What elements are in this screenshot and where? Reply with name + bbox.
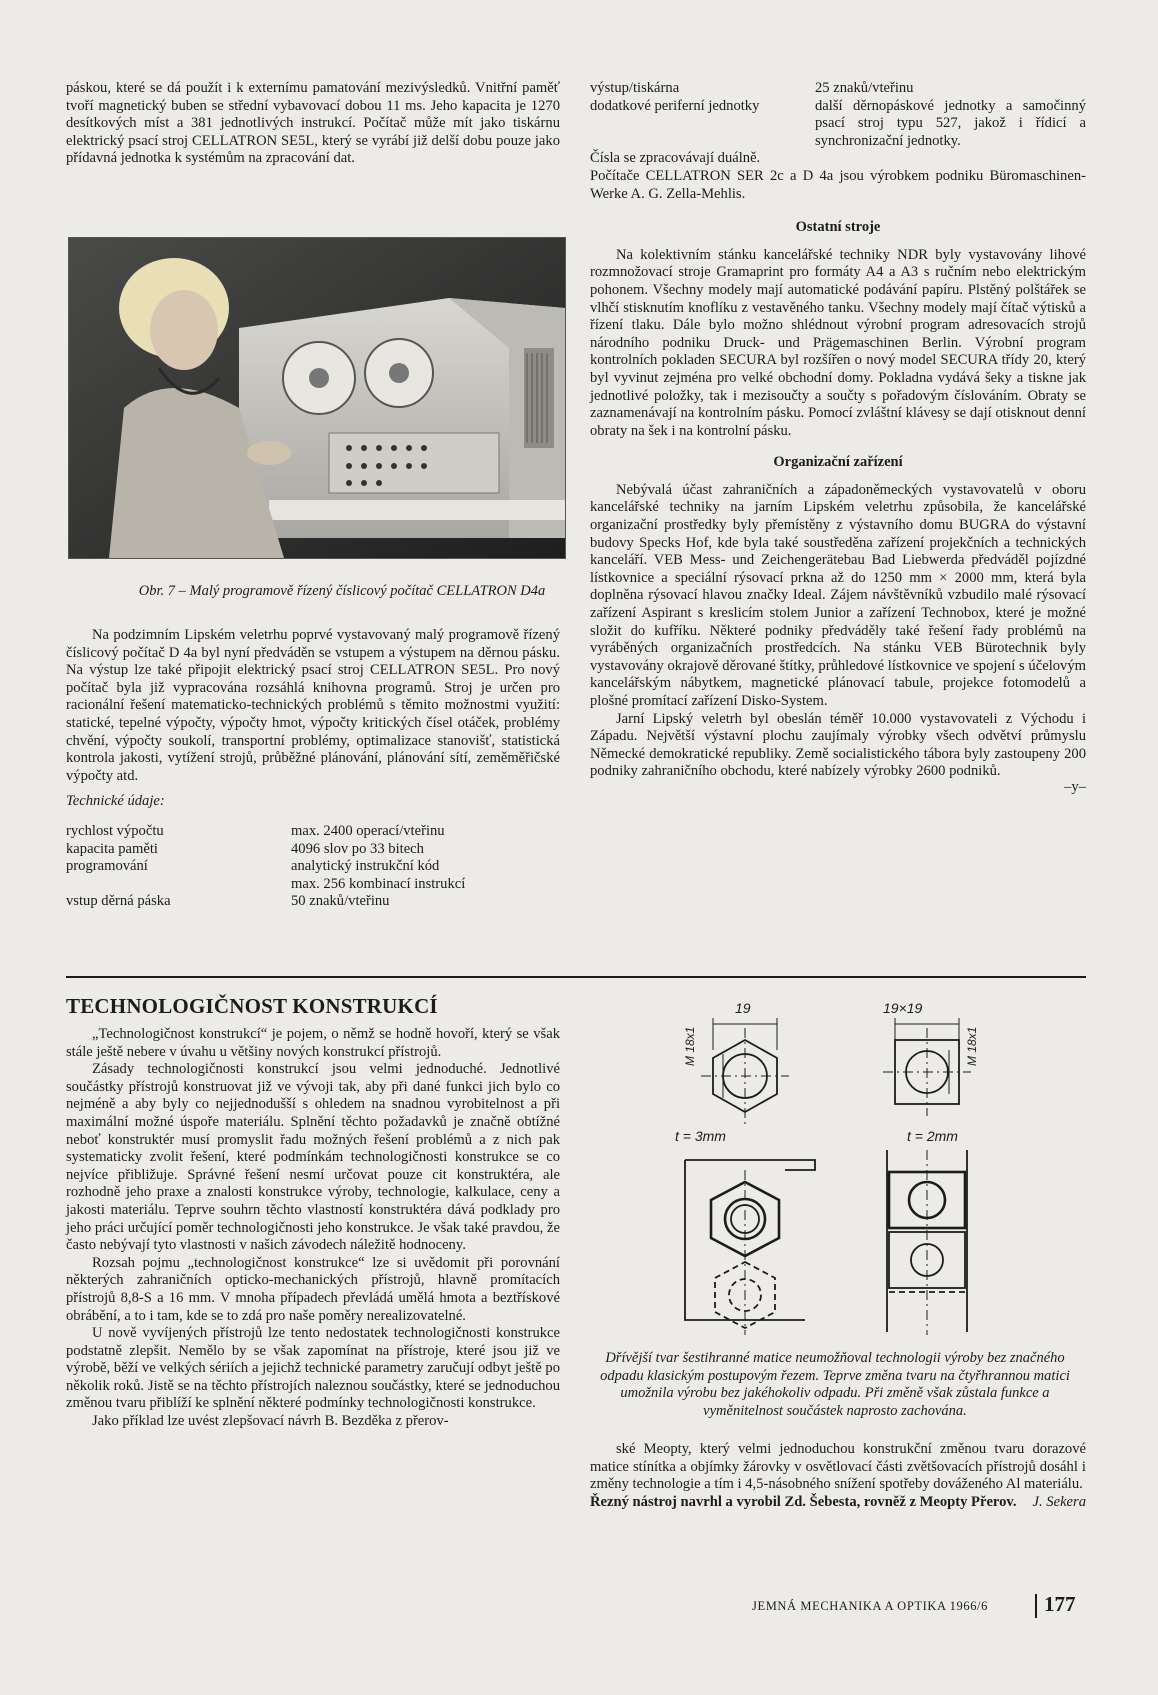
spec-row: výstup/tiskárna 25 znaků/vteřinu	[590, 80, 914, 96]
nut-diagram	[665, 1000, 1085, 1340]
spec-row: max. 256 kombinací instrukcí	[291, 875, 466, 892]
square-width-label: 19×19	[883, 1000, 923, 1016]
paragraph: Počítače CELLATRON SER 2c a D 4a jsou výrobkem podniku Büromaschinen-Werke A. G. Zella-Mehlis.	[590, 167, 1086, 202]
paragraph: U nově vyvíjených přístrojů lze tento nedostatek technologičnosti konstrukce podstatně zlepšit. Nemělo by se však zapomínat na přístroje, které jsou již ve výrobě, běží ve velkých sériích a jejichž technické parametry zaručují odbyt ještě po několik roků. Jistě se na těchto přístrojích naleznou součástky, které se jednoduchou změnou tvaru přiblíží ke splnění některé podmínky technologičnosti konstrukce.	[66, 1325, 560, 1412]
paragraph: páskou, které se dá použít i k externímu pamatování mezivýsledků. Vnitřní paměť tvoří magnetický buben se střední vybavovací dobou 11 ms. Jeho kapacita je 1270 desítkových míst a 381 jednotlivých instrukcí. Počítač může mít jako tiskárnu elektrický psací stroj CELLATRON SE5L, který se vyrábí již delší dobu pouze jako přídavná jednotka k systémům na zpracování dat.	[66, 80, 560, 167]
spec-row: dodatkové periferní jednotky další děrnopáskové jednotky a samočinný psací stroj typu 527, jakož i řídicí a synchronizační jednotky.	[590, 97, 1086, 149]
article2-right-column	[590, 1441, 1086, 1511]
paragraph: Nebývalá účast zahraničních a západoněmeckých vystavovatelů v oboru kancelářské techniky na jarním Lipském veletrhu způsobila, že kancelářské organizační prostředky byly přemístěny z výstavního domu BUGRA do výstavní budovy Specks Hof, kde byla také soustředěna zařízení projekčních a technických kanceláří. VEB Mess- und Zeichengerätebau Bad Liebwerda předváděl pojízdné lístkovnice a speciální rýsovací prkna až do 1250 mm × 2000 mm, která byla doplněna rýsovací hlavou značky Ideal. Zájem návštěvníků vzbudilo malé rýsovací zařízení Aspirant s kreslicím stolem Junior a zařízení Technobox, které je možné složit do kufříku. Některé podniky předváděly také řešení řady problémů na vyráběných organizačních prostředcích. Na stánku VEB Bürotechnik byly vystavovány okrajově děrované štítky, průhledové lístkovnice ve spojení s účelovým kancelářským nábytkem, magnetické plánovací tabule, projekce fotomodelů a plošné promítací zařízení Disko-System.	[590, 481, 1086, 709]
paragraph: Zásady technologičnosti konstrukcí jsou velmi jednoduché. Jednotlivé součástky přístrojů konstruovat již ve vývoji tak, aby při dané funkci jich bylo co nejméně a aby byly co nejjednodušší s ohledem na snadnou vyrobitelnost a při maximální možné úspoře materiálu. Splnění těchto požadavků je značně obtížné neboť konstruktér musí promyslit řadu možných řešení problémů a z nich pak systematicky zvolit řešení, které podmínkám technologičnosti konstrukce se co nejvíce přibližuje. Správné řešení nesmí určovat pouze cit konstruktéra, ale rozhodně jeho praxe a znalosti konstrukce výroby, technologie, kalkulace, ceny a jakosti materiálu. Teprve souhrn těchto vlastností konstruktéra dává podklady pro jeho práci určující poměr technologičnosti jeho konstrukce. Je však také pravdou, že často nebývají tyto vlastnosti v našich závodech náležitě hodnoceny.	[66, 1061, 560, 1254]
right-column	[590, 80, 1086, 797]
hex-thread-label: M 18x1	[683, 1026, 697, 1066]
spec-row: programování analytický instrukční kód	[66, 858, 440, 875]
figure-7-caption: Obr. 7 – Malý programově řízený číslicový počítač CELLATRON D4a	[138, 583, 546, 599]
section-heading: Ostatní stroje	[795, 219, 881, 236]
square-thread-label: M 18x1	[965, 1026, 979, 1066]
hex-vs-square-nut-drawing	[665, 1000, 1085, 1340]
article-title: TECHNOLOGIČNOST KONSTRUKCÍ	[66, 994, 438, 1018]
journal-footer: JEMNÁ MECHANIKA A OPTIKA 1966/6	[752, 1599, 988, 1613]
paragraph: „Technologičnost konstrukcí“ je pojem, o němž se hodně hovoří, který se však stále ještě nebere v úvahu u většiny nových konstrukcí přístrojů.	[66, 1026, 560, 1060]
spec-row: rychlost výpočtu max. 2400 operací/vteřinu	[66, 822, 445, 839]
spec-table	[66, 823, 560, 911]
paragraph: Čísla se zpracovávají duálně.	[590, 150, 761, 167]
article2-left-column	[66, 1026, 560, 1431]
hex-width-label: 19	[735, 1000, 751, 1016]
paragraph: Na podzimním Lipském veletrhu poprvé vystavovaný malý programově řízený číslicový počítač D 4a byl nyní předváděn se vstupem a výstupem na děrnou pásku. Na výstup lze také připojit elektrický psací stroj CELLATRON SE5L. Pro nový počítač byla již vypracována rozsáhlá knihovna programů. Stroj je určen pro racionální řešení matematicko-technických problémů s těmito možnostmi využití: statické, tepelné výpočty, výpočty hmot, výpočty kritických čísel otáček, problémy chvění, výpočty soukolí, transportní problémy, optimalizace stanovišť, statistická kontrola jakosti, vytížení strojů, průběžné plánování, plánování sítí, zeměměřičské výpočty atd.	[66, 627, 560, 784]
paragraph: Rozsah pojmu „technologičnost konstrukce“ lze si uvědomit při porovnání některých zahraničních opticko-mechanických přístrojů, hlavně promítacích přístrojů 8,8-S a 16 mm. V mnoha případech převládá umělá hmota a beztřískové obrábění, a to i tam, kde se to zdá pro naše poměry nerealizovatelné.	[66, 1254, 560, 1324]
square-thickness-label: t = 2mm	[907, 1128, 958, 1144]
paragraph: Jarní Lipský veletrh byl obeslán téměř 10.000 vystavovateli z Východu i Západu. Největší výstavní plochu zaujímaly výrobky všech odvětví průmyslu Německé demokratické republiky. Země socialistického tábora byly zastoupeny 200 podniky zahraničního obchodu, které nabízely výrobky 2600 podniků.	[590, 710, 1086, 780]
author-sign: –y–	[1064, 778, 1086, 795]
computer-operator-photo	[69, 238, 565, 558]
footer-divider	[1035, 1594, 1037, 1618]
paragraph: ské Meopty, který velmi jednoduchou konstrukční změnou tvaru dorazové matice stínítka a objímky žárovky v osvětlovací části zvětšovacích přístrojů dosáhl i změny technologie a tím i 4,5-násobného snížení spotřeby dováženého Al materiálu.	[590, 1441, 1086, 1493]
spec-row: vstup děrná páska 50 znaků/vteřinu	[66, 893, 390, 910]
left-column-top	[66, 80, 560, 168]
figure-7-photo	[68, 237, 566, 559]
paragraph: Jako příklad lze uvést zlepšovací návrh B. Bezděka z přerov-	[92, 1413, 449, 1430]
left-column-mid	[66, 627, 560, 911]
page-number: 177	[1044, 1592, 1076, 1616]
specs-title: Technické údaje:	[66, 793, 165, 810]
author: J. Sekera	[1032, 1493, 1086, 1510]
hex-thickness-label: t = 3mm	[675, 1128, 726, 1144]
spec-row: kapacita paměti 4096 slov po 33 bitech	[66, 840, 424, 857]
section-heading: Organizační zařízení	[773, 454, 903, 471]
spec-table-continued	[590, 80, 1086, 150]
section-divider	[66, 976, 1086, 978]
paragraph: Řezný nástroj navrhl a vyrobil Zd. Šebesta, rovněž z Meopty Přerov.	[590, 1493, 1017, 1510]
paragraph: Na kolektivním stánku kancelářské techniky NDR byly vystavovány lihové rozmnožovací stroje Gramaprint pro formáty A4 a A3 s ručním nebo elektrickým pohonem. Všechny modely mají automatické podávání papíru. Plstěný polštářek se vlhčí stisknutím knoflíku z vestavěného tanku. Všechny modely mají čítač výtisků a řízení tlaku. Dále bylo možno shlédnout výrobní program adresovacích strojů národního podniku Druck- und Prägemaschinen Berlin. Výrobní program kontrolních pokladen SECURA byl rozšířen o nový model SECURA třídy 20, který byl vyvinut zejména pro velké obchodní domy. Pokladna vydává šeky a tiskne jak jednotlivé položky, tak i mezisoučty a součty s pořadovým číslováním. Obraty se zaznamenávají na kontrolním pásku. Pomocí zvláštní klávesy se dají otisknout denní obraty na šek i na kontrolní pásku.	[590, 246, 1086, 439]
diagram-caption: Dřívější tvar šestihranné matice neumožňoval technologii výroby bez značného odpadu klasickým postupovým řezem. Teprve změna tvaru na čtyřhrannou matici umožnila výrobu bez jakéhokoliv odpadu. Při změně však zůstala funkce a vyměnitelnost součástek naprosto zachována.	[600, 1350, 1070, 1419]
